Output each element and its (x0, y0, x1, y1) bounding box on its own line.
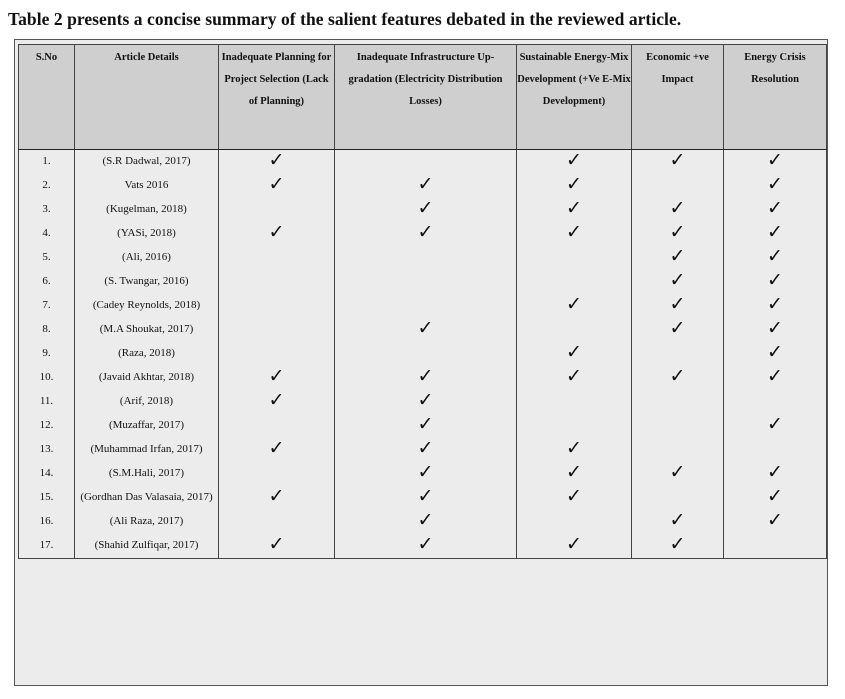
table-row (19, 150, 827, 175)
cell-infrastructure (335, 342, 517, 366)
cell-energy-mix (517, 222, 632, 246)
cell-economic (632, 462, 724, 486)
checkmark-icon: ✓ (417, 414, 434, 435)
checkmark-icon: ✓ (767, 414, 783, 435)
cell-energy-mix (517, 294, 632, 318)
checkmark-icon: ✓ (268, 534, 285, 555)
cell-crisis (724, 438, 827, 462)
checkmark-icon: ✓ (566, 438, 582, 459)
checkmark-icon: ✓ (417, 534, 434, 555)
checkmark-icon: ✓ (669, 246, 686, 267)
checkmark-icon: ✓ (417, 486, 434, 507)
cell-infrastructure (335, 270, 517, 294)
header-infrastructure: Inadequate Infrastructure Up-gradation (Electricity Distribution Losses) (335, 45, 517, 150)
cell-infrastructure (335, 222, 517, 246)
cell-infrastructure (335, 414, 517, 438)
cell-infrastructure (335, 462, 517, 486)
checkmark-icon: ✓ (669, 510, 686, 531)
row-number: 12. (19, 414, 75, 438)
article-details: (S.R Dadwal, 2017) (75, 150, 219, 175)
cell-planning (219, 222, 335, 246)
checkmark-icon: ✓ (417, 318, 434, 339)
checkmark-icon: ✓ (268, 366, 285, 387)
article-details: (Javaid Akhtar, 2018) (75, 366, 219, 390)
table-row (19, 318, 827, 342)
row-number: 4. (19, 222, 75, 246)
checkmark-icon: ✓ (566, 534, 582, 555)
cell-planning (219, 462, 335, 486)
table-row (19, 246, 827, 270)
cell-planning (219, 246, 335, 270)
cell-planning (219, 390, 335, 414)
checkmark-icon: ✓ (566, 462, 582, 483)
cell-energy-mix (517, 198, 632, 222)
cell-infrastructure (335, 246, 517, 270)
table-row (19, 390, 827, 414)
checkmark-icon: ✓ (566, 222, 582, 243)
cell-energy-mix (517, 270, 632, 294)
checkmark-icon: ✓ (669, 198, 686, 219)
cell-planning (219, 510, 335, 534)
table-row (19, 510, 827, 534)
checkmark-icon: ✓ (268, 150, 285, 171)
header-sno: S.No (19, 45, 75, 150)
cell-crisis (724, 294, 827, 318)
table-row (19, 534, 827, 559)
table-row (19, 270, 827, 294)
cell-economic (632, 486, 724, 510)
checkmark-icon: ✓ (669, 222, 686, 243)
row-number: 6. (19, 270, 75, 294)
checkmark-icon: ✓ (767, 174, 783, 195)
cell-infrastructure (335, 198, 517, 222)
checkmark-icon: ✓ (417, 222, 434, 243)
cell-crisis (724, 342, 827, 366)
article-details: (Shahid Zulfiqar, 2017) (75, 534, 219, 559)
cell-economic (632, 246, 724, 270)
table-row (19, 462, 827, 486)
cell-infrastructure (335, 510, 517, 534)
cell-energy-mix (517, 390, 632, 414)
cell-infrastructure (335, 318, 517, 342)
article-details: (M.A Shoukat, 2017) (75, 318, 219, 342)
checkmark-icon: ✓ (268, 174, 285, 195)
row-number: 14. (19, 462, 75, 486)
cell-energy-mix (517, 318, 632, 342)
row-number: 15. (19, 486, 75, 510)
header-article-details: Article Details (75, 45, 219, 150)
table-row (19, 486, 827, 510)
header-crisis: Energy Crisis Resolution (724, 45, 827, 150)
cell-infrastructure (335, 294, 517, 318)
cell-energy-mix (517, 414, 632, 438)
cell-economic (632, 414, 724, 438)
table-row (19, 222, 827, 246)
cell-planning (219, 294, 335, 318)
cell-planning (219, 342, 335, 366)
cell-planning (219, 150, 335, 175)
checkmark-icon: ✓ (566, 174, 582, 195)
checkmark-icon: ✓ (417, 438, 434, 459)
checkmark-icon: ✓ (767, 246, 783, 267)
cell-crisis (724, 246, 827, 270)
article-details: (Raza, 2018) (75, 342, 219, 366)
cell-energy-mix (517, 342, 632, 366)
checkmark-icon: ✓ (268, 438, 285, 459)
checkmark-icon: ✓ (417, 462, 434, 483)
cell-infrastructure (335, 174, 517, 198)
cell-planning (219, 318, 335, 342)
cell-energy-mix (517, 462, 632, 486)
article-details: (S. Twangar, 2016) (75, 270, 219, 294)
cell-crisis (724, 462, 827, 486)
row-number: 9. (19, 342, 75, 366)
checkmark-icon: ✓ (669, 270, 686, 291)
cell-infrastructure (335, 486, 517, 510)
checkmark-icon: ✓ (767, 294, 783, 315)
row-number: 16. (19, 510, 75, 534)
article-details: (Ali, 2016) (75, 246, 219, 270)
checkmark-icon: ✓ (669, 150, 686, 171)
article-details: (Cadey Reynolds, 2018) (75, 294, 219, 318)
article-details: (Ali Raza, 2017) (75, 510, 219, 534)
summary-table (18, 44, 827, 559)
cell-crisis (724, 534, 827, 559)
cell-crisis (724, 318, 827, 342)
article-details: Vats 2016 (75, 174, 219, 198)
checkmark-icon: ✓ (767, 318, 783, 339)
checkmark-icon: ✓ (417, 510, 434, 531)
checkmark-icon: ✓ (767, 198, 783, 219)
article-details: (Kugelman, 2018) (75, 198, 219, 222)
cell-energy-mix (517, 534, 632, 559)
row-number: 10. (19, 366, 75, 390)
cell-economic (632, 390, 724, 414)
checkmark-icon: ✓ (669, 318, 686, 339)
row-number: 7. (19, 294, 75, 318)
checkmark-icon: ✓ (417, 366, 434, 387)
cell-infrastructure (335, 534, 517, 559)
cell-economic (632, 294, 724, 318)
cell-economic (632, 534, 724, 559)
cell-planning (219, 270, 335, 294)
row-number: 11. (19, 390, 75, 414)
cell-infrastructure (335, 390, 517, 414)
cell-economic (632, 366, 724, 390)
cell-planning (219, 438, 335, 462)
article-details: (YASi, 2018) (75, 222, 219, 246)
cell-planning (219, 198, 335, 222)
cell-economic (632, 318, 724, 342)
cell-economic (632, 150, 724, 175)
table-row (19, 366, 827, 390)
header-row (19, 45, 827, 150)
checkmark-icon: ✓ (417, 174, 434, 195)
row-number: 2. (19, 174, 75, 198)
cell-crisis (724, 414, 827, 438)
checkmark-icon: ✓ (669, 534, 686, 555)
table-body (19, 150, 827, 559)
cell-crisis (724, 150, 827, 175)
cell-energy-mix (517, 510, 632, 534)
checkmark-icon: ✓ (767, 366, 783, 387)
cell-infrastructure (335, 150, 517, 175)
checkmark-icon: ✓ (767, 486, 783, 507)
checkmark-icon: ✓ (669, 366, 686, 387)
cell-economic (632, 438, 724, 462)
cell-energy-mix (517, 438, 632, 462)
cell-crisis (724, 174, 827, 198)
row-number: 1. (19, 150, 75, 175)
cell-crisis (724, 198, 827, 222)
table-row (19, 438, 827, 462)
checkmark-icon: ✓ (566, 294, 582, 315)
cell-economic (632, 342, 724, 366)
cell-energy-mix (517, 246, 632, 270)
cell-economic (632, 222, 724, 246)
table-row (19, 414, 827, 438)
checkmark-icon: ✓ (268, 486, 285, 507)
cell-economic (632, 510, 724, 534)
row-number: 13. (19, 438, 75, 462)
cell-planning (219, 414, 335, 438)
cell-planning (219, 366, 335, 390)
checkmark-icon: ✓ (566, 150, 582, 171)
cell-crisis (724, 270, 827, 294)
table-row (19, 198, 827, 222)
checkmark-icon: ✓ (417, 390, 434, 411)
checkmark-icon: ✓ (417, 198, 434, 219)
checkmark-icon: ✓ (566, 198, 582, 219)
cell-infrastructure (335, 438, 517, 462)
checkmark-icon: ✓ (566, 486, 582, 507)
cell-crisis (724, 486, 827, 510)
cell-energy-mix (517, 366, 632, 390)
cell-planning (219, 486, 335, 510)
cell-crisis (724, 510, 827, 534)
table-caption: Table 2 presents a concise summary of the salient features debated in the reviewed article. (8, 9, 682, 29)
checkmark-icon: ✓ (767, 510, 783, 531)
checkmark-icon: ✓ (566, 366, 582, 387)
cell-infrastructure (335, 366, 517, 390)
cell-energy-mix (517, 486, 632, 510)
cell-economic (632, 198, 724, 222)
article-details: (Muzaffar, 2017) (75, 414, 219, 438)
cell-economic (632, 270, 724, 294)
cell-planning (219, 174, 335, 198)
row-number: 5. (19, 246, 75, 270)
cell-energy-mix (517, 150, 632, 175)
cell-crisis (724, 390, 827, 414)
checkmark-icon: ✓ (767, 150, 783, 171)
cell-energy-mix (517, 174, 632, 198)
checkmark-icon: ✓ (566, 342, 582, 363)
table-row (19, 174, 827, 198)
article-details: (S.M.Hali, 2017) (75, 462, 219, 486)
checkmark-icon: ✓ (669, 462, 686, 483)
table-row (19, 342, 827, 366)
checkmark-icon: ✓ (669, 294, 686, 315)
checkmark-icon: ✓ (268, 390, 285, 411)
checkmark-icon: ✓ (767, 342, 783, 363)
article-details: (Muhammad Irfan, 2017) (75, 438, 219, 462)
table-row (19, 294, 827, 318)
cell-economic (632, 174, 724, 198)
checkmark-icon: ✓ (268, 222, 285, 243)
article-details: (Gordhan Das Valasaia, 2017) (75, 486, 219, 510)
row-number: 17. (19, 534, 75, 559)
checkmark-icon: ✓ (767, 222, 783, 243)
checkmark-icon: ✓ (767, 462, 783, 483)
header-economic: Economic +ve Impact (632, 45, 724, 150)
header-energy-mix: Sustainable Energy-Mix Development (+Ve E-Mix Development) (517, 45, 632, 150)
row-number: 8. (19, 318, 75, 342)
cell-crisis (724, 222, 827, 246)
row-number: 3. (19, 198, 75, 222)
cell-crisis (724, 366, 827, 390)
cell-planning (219, 534, 335, 559)
header-planning: Inadequate Planning for Project Selection (Lack of Planning) (219, 45, 335, 150)
article-details: (Arif, 2018) (75, 390, 219, 414)
checkmark-icon: ✓ (767, 270, 783, 291)
